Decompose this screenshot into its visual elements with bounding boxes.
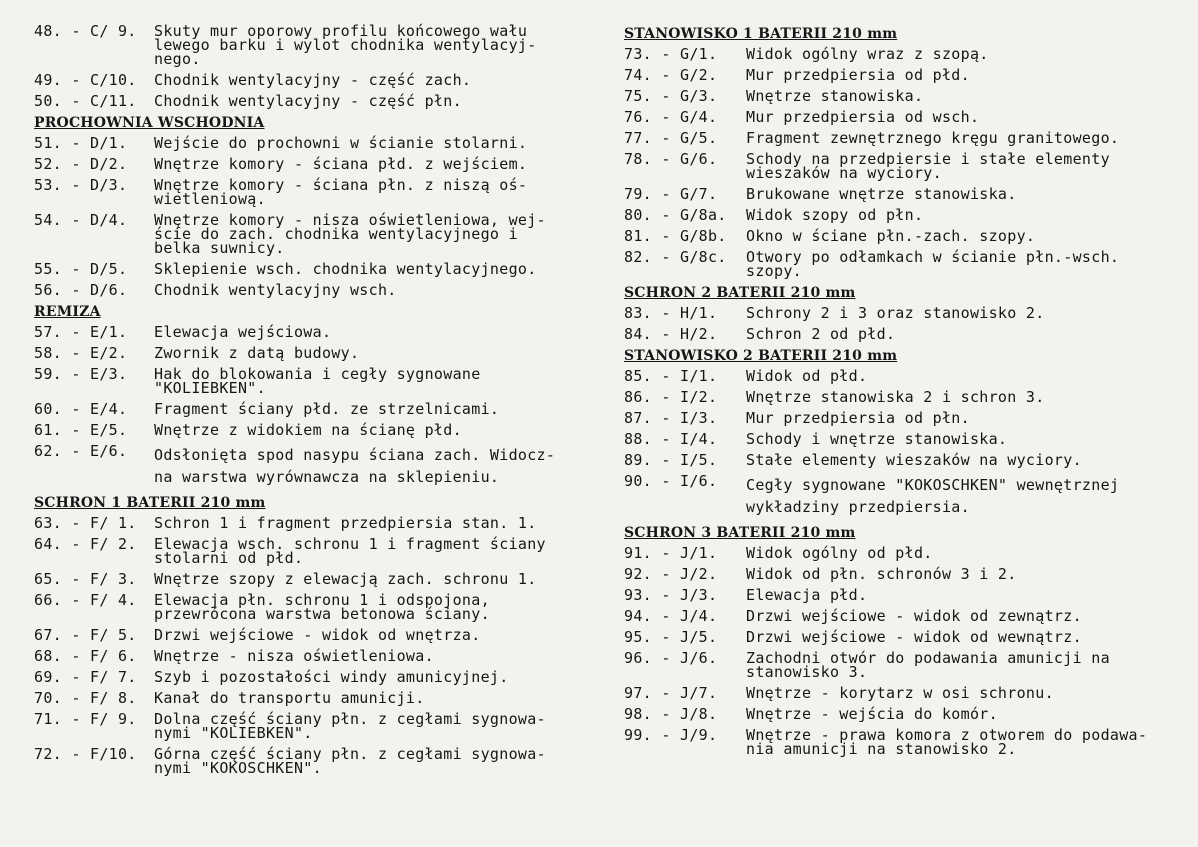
list-item [624,728,1179,756]
right-column [624,24,1179,763]
item-description: Drzwi wejściowe - widok od zewnątrz. [746,607,1082,625]
list-item [34,423,604,437]
item-number: 95. - J/5. [624,628,718,646]
section-heading: REMIZA [34,304,101,320]
item-description: Mur przedpiersia od wsch. [746,108,980,126]
item-description: Stałe elementy wieszaków na wyciory. [746,451,1082,469]
item-description: Kanał do transportu amunicji. [154,689,425,707]
item-number: 93. - J/3. [624,586,718,604]
item-number: 51. - D/1. [34,134,128,152]
item-number: 65. - F/ 3. [34,570,137,588]
item-description: Wnętrze szopy z elewacją zach. schronu 1. [154,570,537,588]
item-description: Dolna część ściany płn. z cegłami sygnowa- nymi "KOLIEBKEN". [154,710,546,742]
item-number: 48. - C/ 9. [34,22,137,40]
item-description: Elewacja wsch. schronu 1 i fragment ściany stolarni od płd. [154,535,546,567]
list-item [624,68,1179,82]
item-description: Górna część ściany płn. z cegłami sygnowa- nymi "KOKOSCHKEN". [154,745,546,777]
item-number: 60. - E/4. [34,400,128,418]
item-number: 85. - I/1. [624,367,718,385]
list-item [34,346,604,360]
item-number: 89. - I/5. [624,451,718,469]
list-item [624,306,1179,320]
section-heading: STANOWISKO 1 BATERII 210 mm [624,26,898,42]
item-number: 50. - C/11. [34,92,137,110]
item-description: Chodnik wentylacyjny wsch. [154,281,397,299]
item-number: 59. - E/3. [34,365,128,383]
list-item [624,110,1179,124]
item-description: Zachodni otwór do podawania amunicji na stanowisko 3. [746,649,1110,681]
list-item [624,369,1179,383]
item-description: Widok szopy od płn. [746,206,924,224]
item-description: Elewacja płn. schronu 1 i odspojona, przewrócona warstwa betonowa ściany. [154,591,490,623]
item-number: 61. - E/5. [34,421,128,439]
item-number: 90. - I/6. [624,472,718,490]
item-number: 62. - E/6. [34,442,128,460]
list-item [624,250,1179,278]
item-number: 78. - G/6. [624,150,718,168]
item-description: Elewacja płd. [746,586,868,604]
list-item [624,327,1179,341]
list-item [34,325,604,339]
item-description: Wnętrze stanowiska 2 i schron 3. [746,388,1045,406]
item-description: Okno w ściane płn.-zach. szopy. [746,227,1036,245]
list-item [34,262,604,276]
section-heading: SCHRON 3 BATERII 210 mm [624,525,856,541]
list-item [34,136,604,150]
list-item [624,411,1179,425]
item-description: Widok od płd. [746,367,868,385]
item-description: Wejście do prochowni w ścianie stolarni. [154,134,528,152]
item-description: Szyb i pozostałości windy amunicyjnej. [154,668,509,686]
item-description: Skuty mur oporowy profilu końcowego wału lewego barku i wylot chodnika wentylacyj- nego. [154,22,537,68]
item-description: Widok od płn. schronów 3 i 2. [746,565,1017,583]
item-description: Wnętrze - prawa komora z otworem do podawa- nia amunicji na stanowisko 2. [746,726,1148,758]
item-description: Wnętrze - wejścia do komór. [746,705,998,723]
item-number: 73. - G/1. [624,45,718,63]
item-number: 96. - J/6. [624,649,718,667]
item-description: Schrony 2 i 3 oraz stanowisko 2. [746,304,1045,322]
list-item [34,537,604,565]
item-number: 84. - H/2. [624,325,718,343]
item-description: Wnętrze - nisza oświetleniowa. [154,647,434,665]
list-item [34,213,604,255]
section-heading: SCHRON 1 BATERII 210 mm [34,495,266,511]
item-number: 70. - F/ 8. [34,689,137,707]
item-description: Chodnik wentylacyjny - część płn. [154,92,462,110]
list-item [624,187,1179,201]
item-description: Wnętrze - korytarz w osi schronu. [746,684,1054,702]
item-description: Cegły sygnowane "KOKOSCHKEN" wewnętrznej wykładziny przedpiersia. [746,476,1120,516]
item-number: 77. - G/5. [624,129,718,147]
item-number: 94. - J/4. [624,607,718,625]
item-number: 57. - E/1. [34,323,128,341]
item-number: 91. - J/1. [624,544,718,562]
item-description: Widok ogólny wraz z szopą. [746,45,989,63]
item-number: 80. - G/8a. [624,206,727,224]
item-number: 82. - G/8c. [624,248,727,266]
list-item [34,367,604,395]
item-number: 63. - F/ 1. [34,514,137,532]
item-number: 86. - I/2. [624,388,718,406]
item-description: Otwory po odłamkach w ścianie płn.-wsch. szopy. [746,248,1120,280]
list-item [34,444,604,488]
section-heading: STANOWISKO 2 BATERII 210 mm [624,348,898,364]
item-description: Wnętrze komory - ściana płd. z wejściem. [154,155,528,173]
item-number: 99. - J/9. [624,726,718,744]
list-item [624,152,1179,180]
item-description: Fragment zewnętrznego kręgu granitowego. [746,129,1120,147]
list-item [624,686,1179,700]
item-description: Wnętrze komory - ściana płn. z niszą oś- wietleniową. [154,176,528,208]
list-item [624,588,1179,602]
item-number: 72. - F/10. [34,745,137,763]
list-item [624,229,1179,243]
item-description: Schody i wnętrze stanowiska. [746,430,1008,448]
item-description: Schron 2 od płd. [746,325,896,343]
item-description: Wnętrze stanowiska. [746,87,924,105]
item-description: Drzwi wejściowe - widok od wewnątrz. [746,628,1082,646]
item-description: Mur przedpiersia od płn. [746,409,970,427]
item-number: 55. - D/5. [34,260,128,278]
list-item [624,609,1179,623]
list-item [34,628,604,642]
list-item [34,593,604,621]
item-number: 53. - D/3. [34,176,128,194]
list-item [624,432,1179,446]
item-number: 68. - F/ 6. [34,647,137,665]
item-number: 52. - D/2. [34,155,128,173]
item-number: 97. - J/7. [624,684,718,702]
list-item [624,131,1179,145]
list-item [624,390,1179,404]
item-number: 74. - G/2. [624,66,718,84]
list-item [34,73,604,87]
item-number: 56. - D/6. [34,281,128,299]
item-description: Widok ogólny od płd. [746,544,933,562]
section-heading: SCHRON 2 BATERII 210 mm [624,285,856,301]
item-number: 66. - F/ 4. [34,591,137,609]
item-description: Wnętrze komory - nisza oświetleniowa, wej- ście do zach. chodnika wentylacyjnego i belka suwnicy. [154,211,546,257]
list-item [34,572,604,586]
item-number: 49. - C/10. [34,71,137,89]
list-item [624,474,1179,518]
list-item [34,712,604,740]
item-number: 79. - G/7. [624,185,718,203]
item-description: Schron 1 i fragment przedpiersia stan. 1. [154,514,537,532]
list-item [624,630,1179,644]
list-item [34,283,604,297]
left-column [34,24,604,782]
item-description: Elewacja wejściowa. [154,323,332,341]
item-number: 76. - G/4. [624,108,718,126]
item-number: 87. - I/3. [624,409,718,427]
list-item [34,691,604,705]
list-item [34,670,604,684]
item-number: 67. - F/ 5. [34,626,137,644]
item-description: Chodnik wentylacyjny - część zach. [154,71,472,89]
list-item [34,747,604,775]
list-item [624,89,1179,103]
item-description: Zwornik z datą budowy. [154,344,360,362]
list-item [624,707,1179,721]
list-item [34,649,604,663]
item-number: 92. - J/2. [624,565,718,583]
item-description: Schody na przedpiersie i stałe elementy wieszaków na wyciory. [746,150,1110,182]
list-item [34,402,604,416]
item-description: Mur przedpiersia od płd. [746,66,970,84]
item-number: 64. - F/ 2. [34,535,137,553]
list-item [624,453,1179,467]
item-description: Sklepienie wsch. chodnika wentylacyjnego. [154,260,537,278]
list-item [34,94,604,108]
item-description: Drzwi wejściowe - widok od wnętrza. [154,626,481,644]
item-number: 71. - F/ 9. [34,710,137,728]
item-description: Wnętrze z widokiem na ścianę płd. [154,421,462,439]
list-item [34,178,604,206]
item-number: 69. - F/ 7. [34,668,137,686]
item-number: 58. - E/2. [34,344,128,362]
list-item [34,24,604,66]
item-number: 81. - G/8b. [624,227,727,245]
item-number: 54. - D/4. [34,211,128,229]
list-item [34,516,604,530]
item-description: Hak do blokowania i cegły sygnowane "KOLIEBKEN". [154,365,481,397]
section-heading: PROCHOWNIA WSCHODNIA [34,115,265,131]
item-description: Brukowane wnętrze stanowiska. [746,185,1017,203]
item-description: Odsłonięta spod nasypu ściana zach. Widocz- na warstwa wyrównawcza na sklepieniu. [154,446,556,486]
list-item [624,567,1179,581]
item-number: 98. - J/8. [624,705,718,723]
list-item [624,651,1179,679]
item-description: Fragment ściany płd. ze strzelnicami. [154,400,500,418]
list-item [624,208,1179,222]
item-number: 83. - H/1. [624,304,718,322]
list-item [624,47,1179,61]
list-item [624,546,1179,560]
item-number: 88. - I/4. [624,430,718,448]
item-number: 75. - G/3. [624,87,718,105]
list-item [34,157,604,171]
